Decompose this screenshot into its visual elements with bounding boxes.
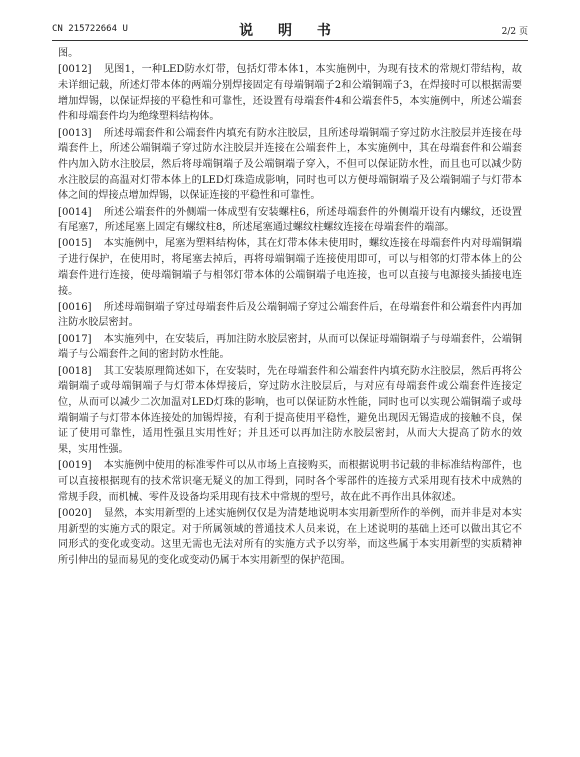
paragraph: [58, 458, 522, 505]
paragraph-text: 所述母端套件和公端套件内填充有防水注胶层，且所述母端铜端子穿过防水注胶层并连接在母端套件上，所述公端铜端子穿过防水注胶层并连接在公端套件上，本实施例中，其在母端套件和公端套件内加入防水注胶层，然后将母端铜端子及公端铜端子穿入，不但可以保证防水性，而且也可以减少防水注胶层的高温对灯带本体上的LED灯珠造成影响，同时也可以方便母端铜端子及公端铜端子与灯带本体之间的焊接点增加焊锡，以保证连接的平稳性和可靠性。: [58, 127, 522, 202]
paragraph-number: [0019]: [58, 460, 92, 472]
paragraph-number: [0017]: [58, 333, 92, 345]
page-indicator: 2/2 页: [501, 27, 528, 37]
paragraph-list: [58, 62, 522, 569]
publication-number: CN 215722664 U: [52, 24, 128, 34]
paragraph-number: [0013]: [58, 127, 92, 139]
paragraph-number: [0012]: [58, 64, 92, 76]
paragraph-text: 所述母端铜端子穿过母端套件后及公端铜端子穿过公端套件后，在母端套件和公端套件内再加注防水胶层密封。: [58, 301, 522, 329]
paragraph-number: [0016]: [58, 301, 92, 313]
header-divider: [52, 40, 528, 41]
paragraph-text: 本实施例中，尾塞为塑料结构体，其在灯带本体未使用时，螺纹连接在母端套件内对母端铜端子进行保护，在使用时，将尾塞去掉后，再将母端铜端子连接使用即可，可以与相邻的灯带本体上的公端套件进行连接，使母端铜端子与相邻灯带本体的公端铜端子电连接，也可以直接与电源接头插接电连接。: [58, 238, 522, 297]
paragraph: [58, 332, 522, 363]
paragraph-text: 显然，本实用新型的上述实施例仅仅是为清楚地说明本实用新型所作的举例，而并非是对本实用新型的实施方式的限定。对于所属领域的普通技术人员来说，在上述说明的基础上还可以做出其它不同形式的变化或变动。这里无需也无法对所有的实施方式予以穷举，而这些属于本实用新型的实质精神所引伸出的显而易见的变化或变动仍属于本实用新型的保护范围。: [58, 507, 522, 566]
paragraph-number: [0015]: [58, 238, 92, 250]
paragraph-number: [0020]: [58, 507, 92, 519]
paragraph-text: 其工安装原理简述如下，在安装时，先在母端套件和公端套件内填充防水注胶层，然后再将公端铜端子或母端铜端子与灯带本体焊接后，穿过防水注胶层后，与对应有母端套件或公端套件连接定位，从而可以减少二次加温对LED灯珠的影响，也可以保证防水性能，同时也可以实现公端铜端子或母端铜端子与灯带本体连接处的加锡焊接，有利于提高使用平稳性，避免出现因无锡造成的接触不良，保证了使用可靠性，适用性强且实用性好；并且还可以再加注防水胶层密封，从而大大提高了防水的效果，实用性强。: [58, 365, 522, 456]
paragraph-number: [0014]: [58, 206, 92, 218]
paragraph: [58, 506, 522, 569]
paragraph: [58, 236, 522, 299]
paragraph-text: 所述公端套件的外侧端一体成型有安装螺柱6，所述母端套件的外侧端开设有内螺纹，还设置有尾塞7，所述尾塞上固定有螺纹柱8，所述尾塞通过螺纹柱螺纹连接在母端套件的端部。: [58, 206, 522, 234]
document-body: [58, 46, 522, 569]
paragraph: [58, 364, 522, 458]
document-title: 说 明 书: [239, 23, 341, 39]
paragraph: [58, 62, 522, 125]
paragraph-number: [0018]: [58, 365, 92, 377]
paragraph: [58, 126, 522, 205]
paragraph: [58, 300, 522, 331]
paragraph-text: 见图1，一种LED防水灯带，包括灯带本体1，本实施例中，为现有技术的常规灯带结构，故未详细记载，所述灯带本体的两端分别焊接固定有母端铜端子2和公端铜端子3，在焊接时可以根据需要增加焊锡，以保证焊接的平稳性和可靠性，还设置有母端套件4和公端套件5，本实施例中，所述公端套件和母端套件均为绝缘塑料结构体。: [58, 64, 522, 123]
paragraph: [58, 205, 522, 236]
page-header: [52, 20, 528, 38]
paragraph-text: 本实施列中，在安装后，再加注防水胶层密封，从而可以保证母端铜端子与母端套件，公端铜端子与公端套件之间的密封防水性能。: [58, 333, 522, 361]
paragraph-text: 本实施例中使用的标准零件可以从市场上直接购买，而根据说明书记载的非标准结构部件，也可以直接根据现有的技术常识毫无疑义的加工得到，同时各个零部件的连接方式采用现有技术中成熟的常规手段，而机械、零件及设备均采用现有技术中常规的型号，故在此不再作出具体叙述。: [58, 460, 522, 503]
lead-text: 图。: [58, 48, 79, 59]
